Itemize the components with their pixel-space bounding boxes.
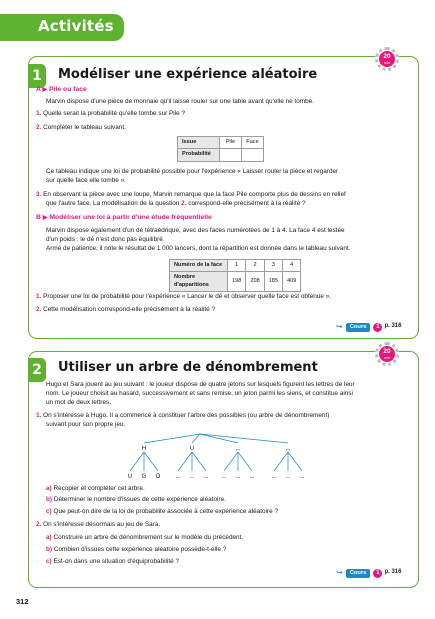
tree-branch xyxy=(200,434,238,443)
part-b-text: d'un poids : le dé n'est donc pas équilibré. xyxy=(46,236,165,243)
part-a-intro: Marvin dispose d'une pièce de monnaie qu'il laisse rouler sur une table avant qu'elle ne tombe. xyxy=(46,98,314,105)
cours-link[interactable] xyxy=(336,322,401,333)
tree-branch xyxy=(224,452,238,471)
part-b-q2 xyxy=(36,306,215,314)
banner-title: Activités xyxy=(38,17,114,35)
question-text: En observant la pièce avec une loupe, Marvin remarque que la face Pile comporte plus de dessins en relief xyxy=(43,191,346,198)
activity-2-intro: nom. Le joueur choisit au hasard, successivement et sans remise, un jeton parmi les siens, et constitue ainsi xyxy=(46,390,353,397)
activity-2-title: Utiliser un arbre de dénombrement xyxy=(58,360,318,375)
question-text: Proposer une loi de probabilité pour l'expérience « Lancer le dé et observer quelle face est obtenue ». xyxy=(43,293,332,300)
question-number: 2. xyxy=(36,124,42,131)
table-cell: 198 xyxy=(228,272,246,292)
cours-label: Cours xyxy=(346,569,371,578)
probability-tree xyxy=(110,432,310,484)
tree-node-level2: ... xyxy=(189,474,195,480)
part-a-paragraph: Ce tableau indique une loi de probabilité possible pour l'expérience « Laisser rouler la pièce et regarder xyxy=(46,168,339,175)
table-header-cell: Issue xyxy=(178,137,220,149)
question-number: 2. xyxy=(36,521,42,528)
table-cell: Face xyxy=(242,137,264,149)
question-text: Recopier et compléter cet arbre. xyxy=(53,485,145,492)
tree-branch xyxy=(274,452,288,471)
tree-node-level2: ... xyxy=(175,474,181,480)
part-a-q3-line2 xyxy=(46,200,306,208)
part-a-q3 xyxy=(36,191,346,199)
question-letter: a) xyxy=(46,485,52,492)
part-b-letter: B xyxy=(36,214,41,221)
part-a-title: Pile ou face xyxy=(49,86,87,93)
coin-probability-table xyxy=(177,136,264,162)
tree-branch xyxy=(192,452,206,471)
timer-value: 20 xyxy=(383,53,391,60)
table-cell: 409 xyxy=(283,272,301,292)
tree-node-level2: ... xyxy=(299,474,305,480)
timer-unit: min xyxy=(384,61,390,65)
tree-node-level2: O xyxy=(155,474,161,480)
activity-2-number: 2 xyxy=(28,358,46,382)
table-header-cell: Nombre d'apparitions xyxy=(170,272,228,292)
tree-node-level2: ... xyxy=(203,474,209,480)
part-b-title: Modéliser une loi à partir d'une étude fréquentielle xyxy=(49,214,212,221)
question-number: 1. xyxy=(36,110,42,117)
cours-label: Cours xyxy=(346,323,371,332)
question-number: 1. xyxy=(36,412,42,419)
activity-1-number: 1 xyxy=(28,64,46,88)
play-arrow-icon: ▶ xyxy=(42,215,48,221)
table-cell-empty xyxy=(242,149,264,161)
activity-2-q1b xyxy=(46,496,226,504)
tree-node-level2: ... xyxy=(249,474,255,480)
question-letter: a) xyxy=(46,534,52,541)
activity-2-q1-line2: suivant pour son propre jeu. xyxy=(46,421,126,428)
question-text: On s'intéresse désormais au jeu de Sara. xyxy=(43,521,161,528)
question-number: 1. xyxy=(36,293,42,300)
part-b-heading xyxy=(36,214,212,223)
tree-node-level1: ... xyxy=(235,446,241,452)
tree-node-level1: U xyxy=(189,446,195,452)
activity-2-q2a xyxy=(46,534,243,542)
activity-2-q1c xyxy=(46,508,278,516)
tree-node-level2: ... xyxy=(271,474,277,480)
table-cell: 4 xyxy=(283,260,301,272)
activity-2-q2 xyxy=(36,521,160,529)
table-cell: 208 xyxy=(246,272,264,292)
tree-node-level1: H xyxy=(141,446,147,452)
dice-frequency-table xyxy=(169,259,301,292)
question-letter: b) xyxy=(46,496,53,503)
tree-node-level1: ... xyxy=(285,446,291,452)
table-cell-empty xyxy=(220,149,242,161)
activity-2-q2c xyxy=(46,558,179,566)
tree-node-level2: ... xyxy=(285,474,291,480)
cours-page: p. 316 xyxy=(384,569,402,576)
question-text: Combien d'issues cette expérience aléatoire possède-t-elle ? xyxy=(53,546,227,553)
table-header-cell: Numéro de la face xyxy=(170,260,228,272)
cours-number: 1 xyxy=(373,323,382,332)
activity-2-intro: un mot de deux lettres. xyxy=(46,399,112,406)
question-number: 2. xyxy=(36,306,42,313)
activity-2-q1 xyxy=(36,412,329,420)
activity-2-q1a xyxy=(46,485,145,493)
question-text: Construire un arbre de dénombrement sur le modèle du précédent. xyxy=(53,534,244,541)
tree-branch xyxy=(288,452,302,471)
part-a-heading xyxy=(36,86,87,95)
tree-branch xyxy=(144,434,200,443)
table-cell: 2 xyxy=(246,260,264,272)
question-text: Est-on dans une situation d'équiprobabilité ? xyxy=(53,558,180,565)
question-letter: c) xyxy=(46,558,52,565)
timer-value: 20 xyxy=(383,348,391,355)
part-a-q1 xyxy=(36,110,185,118)
tree-node-level2: ... xyxy=(221,474,227,480)
table-cell: Pile xyxy=(220,137,242,149)
tree-node-level2: G xyxy=(141,474,147,480)
question-letter: b) xyxy=(46,546,53,553)
question-text: Compléter le tableau suivant. xyxy=(43,124,126,131)
question-text: correspond-elle précisément à la réalité ? xyxy=(186,200,306,207)
part-b-text: Marvin dispose également d'un dé tétraédrique, avec des faces numérotées de 1 à 4. La face 4 est lestée xyxy=(46,227,345,234)
play-arrow-icon: ▶ xyxy=(42,87,48,93)
activity-2-intro: Hugo et Sara jouent au jeu suivant : le joueur dispose de quatre jetons sur lesquels figurent les lettres de leur xyxy=(46,381,355,388)
part-b-q1 xyxy=(36,293,331,301)
tree-branch xyxy=(200,434,288,443)
table-header-cell: Probabilité xyxy=(178,149,220,161)
question-text: Cette modélisation correspond-elle précisément à la réalité ? xyxy=(43,306,216,313)
question-text: Déterminer le nombre d'issues de cette expérience aléatoire. xyxy=(53,496,226,503)
curved-arrow-icon: ↪ xyxy=(336,322,343,331)
question-text: On s'intéresse à Hugo. Il a commencé à constituer l'arbre des possibles (ou arbre de dénombrement) xyxy=(43,412,330,419)
question-text: que l'autre face. La modélisation de la question xyxy=(46,200,182,207)
tree-node-level2: ... xyxy=(235,474,241,480)
table-cell: 1 xyxy=(228,260,246,272)
question-number: 3. xyxy=(36,191,42,198)
part-a-letter: A xyxy=(36,86,41,93)
activity-1-title: Modéliser une expérience aléatoire xyxy=(58,67,318,82)
part-a-q2 xyxy=(36,124,126,132)
question-reference: 2. xyxy=(181,200,187,207)
question-text: Que peut-on dire de la loi de probabilité associée à cette expérience aléatoire ? xyxy=(53,508,278,515)
activity-2-q2b xyxy=(46,546,226,554)
activites-banner xyxy=(26,14,124,41)
tree-branch xyxy=(178,452,192,471)
page-number: 312 xyxy=(16,597,29,606)
cours-number: 1 xyxy=(373,569,382,578)
tree-branch xyxy=(144,452,158,471)
tree-branch xyxy=(130,452,144,471)
table-cell: 185 xyxy=(264,272,282,292)
part-a-paragraph: sur quelle face elle tombe ». xyxy=(46,177,126,184)
tree-branch xyxy=(238,452,252,471)
cours-link[interactable] xyxy=(336,568,401,579)
question-text: Quelle serait la probabilité qu'elle tombe sur Pile ? xyxy=(43,110,186,117)
timer-unit: min xyxy=(384,356,390,360)
question-letter: c) xyxy=(46,508,52,515)
curved-arrow-icon: ↪ xyxy=(336,568,343,577)
timer-icon xyxy=(375,47,399,71)
part-b-text: Armé de patience, il note le résultat de 1 000 lancers, dont la répartition est donnée dans le tableau suivant. xyxy=(46,245,351,252)
table-cell: 3 xyxy=(264,260,282,272)
timer-icon xyxy=(375,342,399,366)
tree-node-level2: U xyxy=(127,474,133,480)
cours-page: p. 316 xyxy=(384,323,402,330)
